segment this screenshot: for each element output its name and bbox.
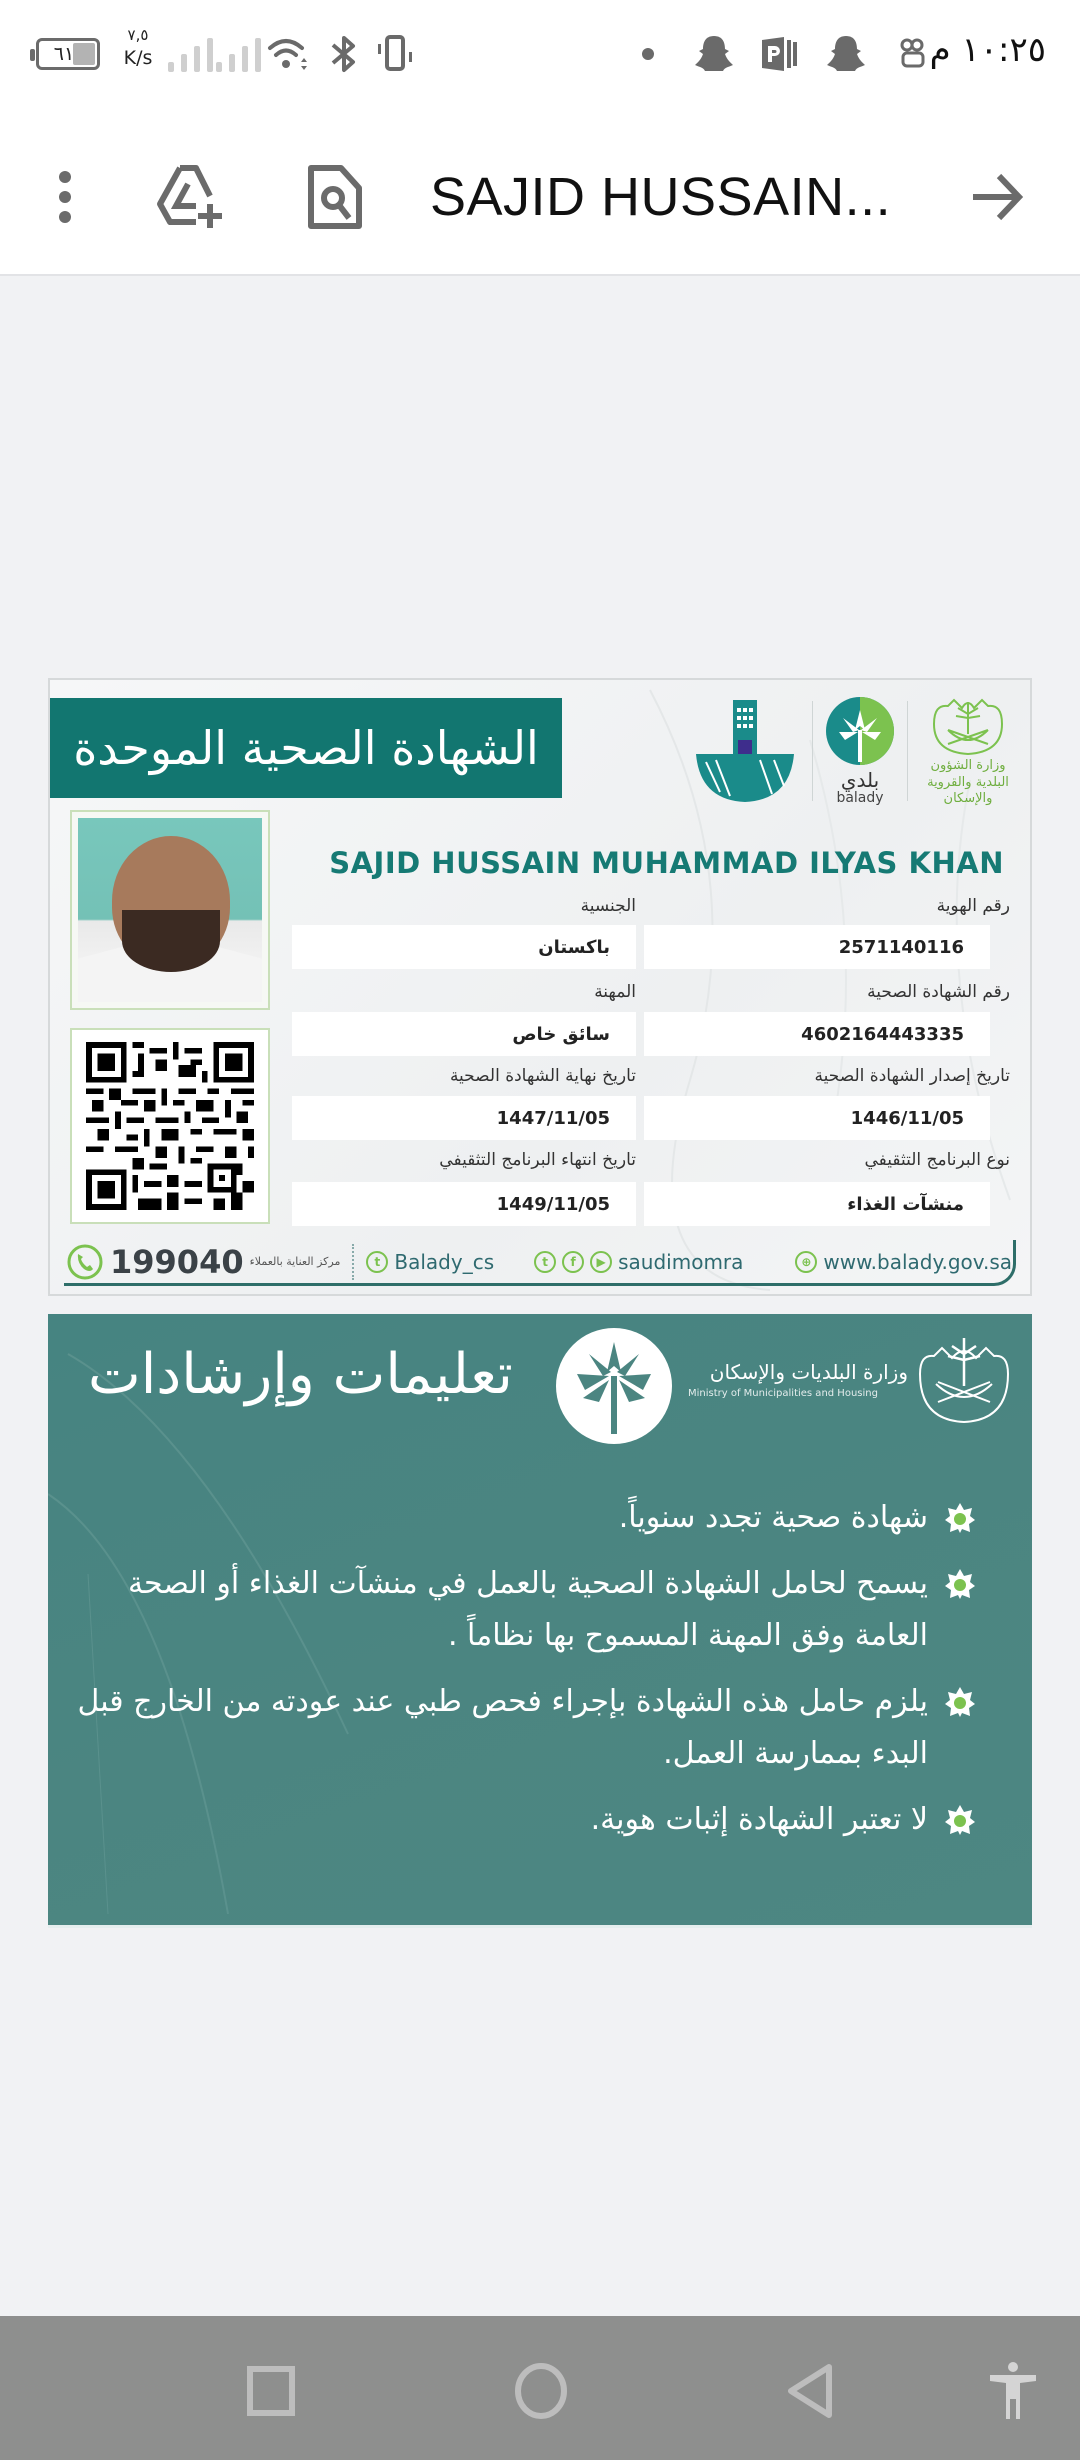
field-label-issue-date: تاريخ إصدار الشهادة الصحية (814, 1066, 1010, 1086)
recents-icon (246, 2365, 296, 2417)
arrow-forward-icon (969, 172, 1025, 222)
star-bullet-icon (944, 1502, 976, 1534)
network-speed (118, 28, 158, 68)
battery-level: ٦١ (53, 43, 75, 65)
back-button[interactable] (776, 2356, 846, 2426)
network-speed-unit: K/s (123, 47, 153, 69)
pdf-app-icon (758, 30, 802, 78)
instruction-item: يسمح لحامل الشهادة الصحية بالعمل في منشآت الغذاء أو الصحة العامة وفق المهنة المسموح بها نظاماً . (76, 1558, 976, 1662)
notification-dot-icon (626, 30, 670, 78)
status-bar (0, 0, 1080, 110)
document-title: SAJID HUSSAIN... (430, 167, 892, 227)
instructions-list (76, 1492, 976, 1860)
instruction-item: شهادة صحية تجدد سنوياً. (76, 1492, 976, 1544)
drive-add-icon (156, 164, 226, 230)
holder-name: SAJID HUSSAIN MUHAMMAD ILYAS KHAN (329, 846, 1004, 880)
balady-logo-text-ar: بلدي (840, 768, 880, 792)
field-label-id-number: رقم الهوية (936, 896, 1010, 916)
field-label-program-type: نوع البرنامج التثقيفي (864, 1150, 1010, 1170)
snapchat-icon (692, 30, 736, 78)
open-externally-button[interactable] (962, 162, 1032, 232)
ministry-emblem-icon (928, 694, 1008, 758)
health-certificate-card (48, 678, 1032, 1296)
star-bullet-icon (944, 1804, 976, 1836)
back-icon (787, 2363, 835, 2419)
field-value-id-number: 2571140116 (644, 925, 990, 969)
twitter-icon: t (366, 1251, 388, 1273)
find-in-document-button[interactable] (300, 162, 370, 232)
app-bar (0, 110, 1080, 276)
video-app-icon (890, 30, 934, 78)
ministry-logo (920, 694, 1016, 809)
qr-code-icon (84, 1042, 256, 1210)
more-vert-icon (57, 169, 73, 225)
instructions-card (48, 1314, 1032, 1928)
youtube-icon: ▶ (590, 1251, 612, 1273)
customer-care-label: مركز العناية بالعملاء (249, 1255, 341, 1268)
navigation-bar (0, 2316, 1080, 2460)
star-bullet-icon (944, 1686, 976, 1718)
recents-button[interactable] (236, 2356, 306, 2426)
customer-care-number: 199040 (110, 1242, 244, 1281)
ministry-name-ar: وزارة البلديات والإسكان (709, 1360, 908, 1384)
ministry-name (688, 1360, 908, 1399)
holder-photo-frame (70, 810, 270, 1010)
certificate-title: الشهادة الصحية الموحدة (73, 721, 539, 775)
website: ⊕ www.balady.gov.sa (795, 1250, 1012, 1274)
balady-palm-icon (825, 696, 895, 766)
save-to-drive-button[interactable] (156, 162, 226, 232)
field-value-program-type: منشآت الغذاء (644, 1182, 990, 1226)
field-value-issue-date: 1446/11/05 (644, 1096, 990, 1140)
twitter-icon: t (534, 1251, 556, 1273)
certificate-footer (64, 1240, 1016, 1286)
region-emblem-icon (690, 696, 800, 806)
field-value-certificate-number: 4602164443335 (644, 1012, 990, 1056)
qr-code-frame (70, 1028, 270, 1224)
globe-icon: ⊕ (795, 1251, 817, 1273)
balady-logo-text-en: balady (836, 790, 884, 806)
logos (690, 692, 1016, 810)
field-value-profession: سائق خاص (292, 1012, 636, 1056)
customer-care (66, 1243, 340, 1281)
field-label-program-end-date: تاريخ انتهاء البرنامج التثقيفي (439, 1150, 636, 1170)
certificate-title-banner (50, 698, 562, 798)
balady-palm-logo (556, 1328, 672, 1444)
clock: ١٠:٢٥ م (929, 30, 1046, 70)
palm-tree-icon (571, 1336, 657, 1436)
battery-icon (36, 38, 100, 70)
document-search-icon (307, 164, 363, 230)
vibrate-icon (374, 30, 418, 78)
instruction-item: لا تعتبر الشهادة إثبات هوية. (76, 1794, 976, 1846)
facebook-icon: f (562, 1251, 584, 1273)
network-speed-value: ٧,٥ (127, 26, 149, 44)
holder-photo (78, 818, 262, 1002)
wifi-icon (266, 30, 310, 78)
field-value-nationality: باكستان (292, 925, 636, 969)
star-bullet-icon (944, 1568, 976, 1600)
signal-icon (168, 38, 213, 72)
accessibility-icon (988, 2361, 1038, 2421)
field-label-expiry-date: تاريخ نهاية الشهادة الصحية (449, 1066, 636, 1086)
home-icon (513, 2361, 569, 2421)
twitter-handle: t Balady_cs (366, 1250, 494, 1274)
field-label-nationality: الجنسية (580, 896, 636, 916)
bluetooth-icon (322, 30, 366, 78)
social-handle: t f ▶ saudimomra (534, 1250, 743, 1274)
instructions-title: تعليمات وإرشادات (88, 1342, 513, 1407)
field-label-certificate-number: رقم الشهادة الصحية (867, 982, 1010, 1002)
field-label-profession: المهنة (594, 982, 636, 1002)
instruction-item: يلزم حامل هذه الشهادة بإجراء فحص طبي عند عودته من الخارج قبل البدء بممارسة العمل. (76, 1676, 976, 1780)
region-logo (690, 696, 800, 806)
balady-logo (825, 696, 895, 806)
snapchat-icon (824, 30, 868, 78)
signal-icon (216, 38, 261, 72)
home-button[interactable] (506, 2356, 576, 2426)
field-value-expiry-date: 1447/11/05 (292, 1096, 636, 1140)
phone-icon (66, 1243, 104, 1281)
field-value-program-end-date: 1449/11/05 (292, 1182, 636, 1226)
ministry-emblem-icon (914, 1330, 1014, 1430)
more-options-button[interactable] (30, 162, 100, 232)
ministry-logo-text: وزارة الشؤون البلدية والقروية والإسكان (927, 757, 1009, 807)
accessibility-button[interactable] (978, 2356, 1048, 2426)
ministry-name-en: Ministry of Municipalities and Housing (688, 1388, 878, 1399)
